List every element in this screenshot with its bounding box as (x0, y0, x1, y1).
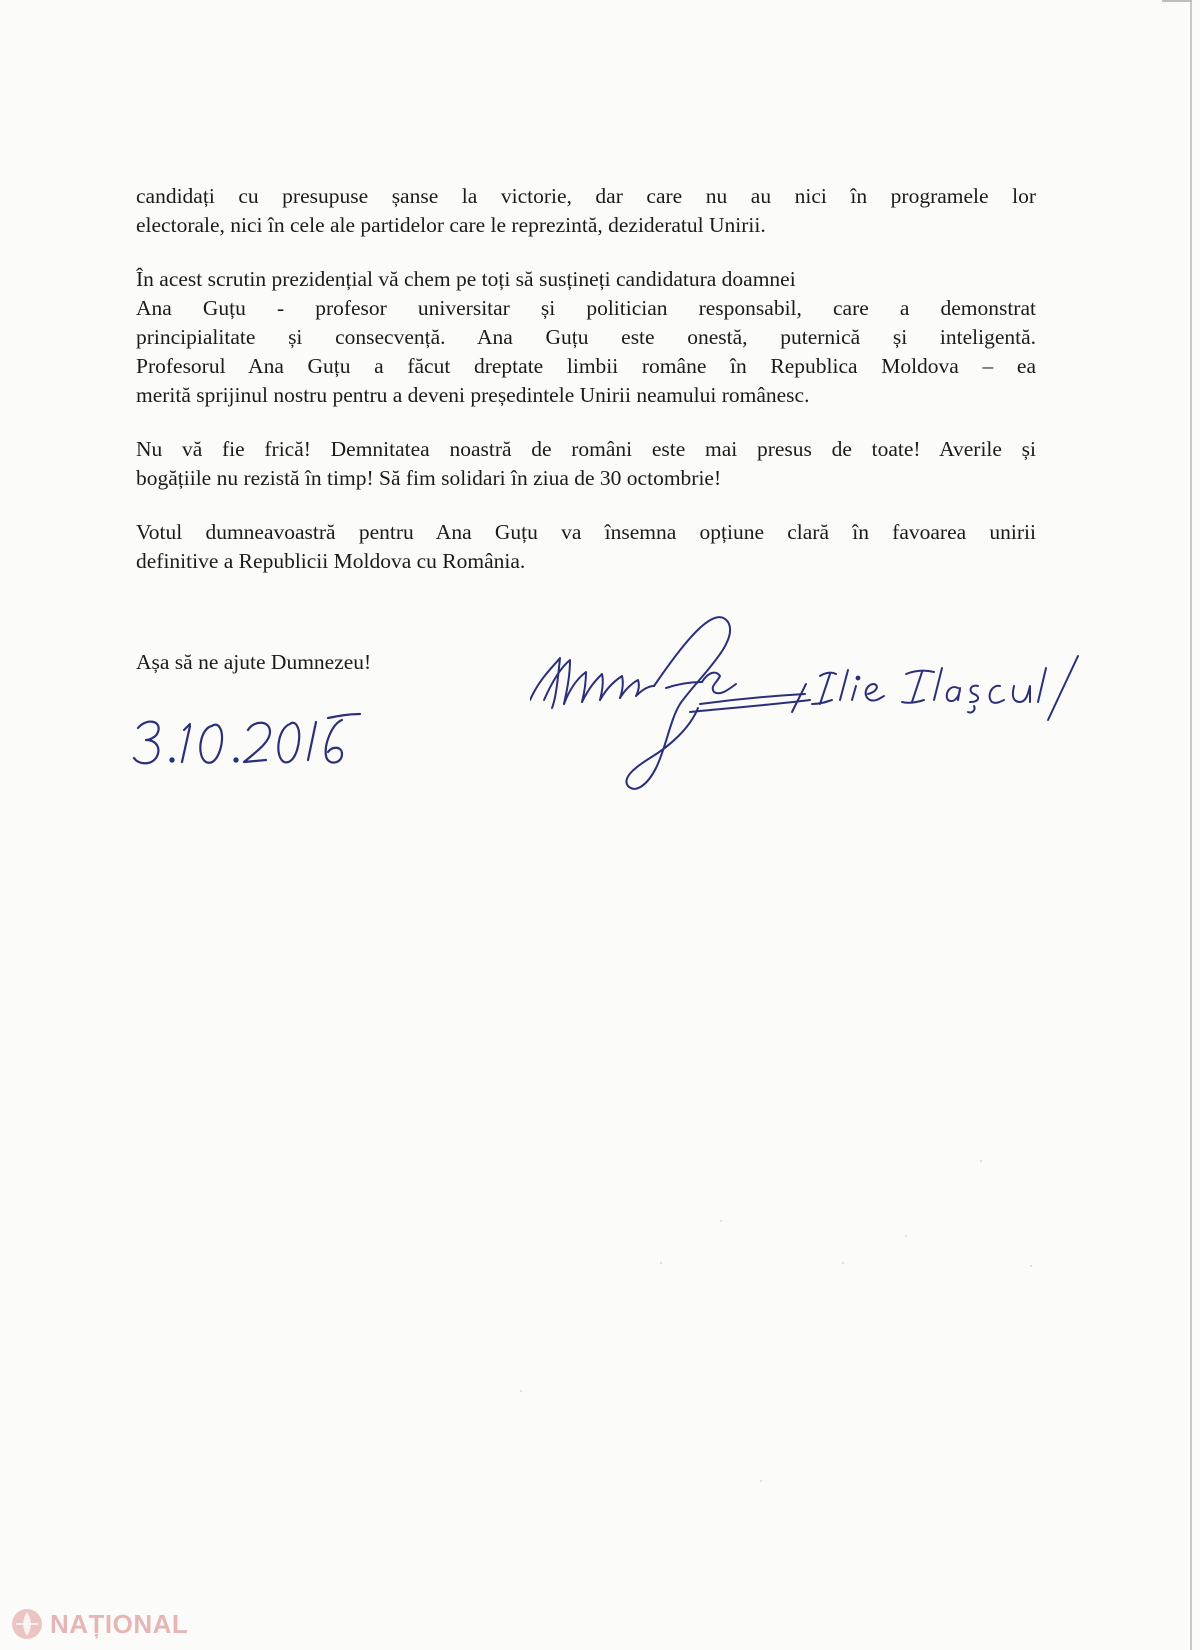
paragraph-3 (136, 435, 1036, 493)
national-logo-icon (10, 1607, 44, 1641)
paragraph-2 (136, 265, 1036, 410)
letter-body (136, 182, 1036, 601)
paragraph-line: merită sprijinul nostru pentru a deveni președintele Unirii neamului românesc. (136, 383, 810, 407)
paragraph-line: definitive a Republicii Moldova cu România. (136, 549, 526, 573)
signature (530, 608, 1150, 808)
footer-logo (10, 1604, 188, 1644)
paragraph-line: bogățiile nu rezistă în timp! Să fim solidari în ziua de 30 octombrie! (136, 466, 722, 490)
paragraph-line: principialitate și consecvență. Ana Guțu este onestă, puternică și inteligentă. (136, 325, 1036, 349)
paragraph-1 (136, 182, 1036, 240)
paragraph-line: În acest scrutin prezidențial vă chem pe toți să susțineți candidatura doamnei (136, 267, 796, 291)
paragraph-4 (136, 518, 1036, 576)
handwritten-date (132, 710, 362, 780)
paragraph-line: candidați cu presupuse șanse la victorie, dar care nu au nici în programele lor (136, 184, 1036, 208)
scan-edge-line (1190, 0, 1192, 1650)
paragraph-line: Profesorul Ana Guțu a făcut dreptate limbii române în Republica Moldova – ea (136, 354, 1036, 378)
scan-edge-corner (1162, 0, 1192, 2)
paragraph-line: electorale, nici în cele ale partidelor care le reprezintă, dezideratul Unirii. (136, 213, 766, 237)
paragraph-line: Votul dumneavoastră pentru Ana Guțu va însemna opțiune clară în favoarea unirii (136, 520, 1036, 544)
paragraph-line: Nu vă fie frică! Demnitatea noastră de români este mai presus de toate! Averile și (136, 437, 1036, 461)
paragraph-line: Ana Guțu - profesor universitar și politician responsabil, care a demonstrat (136, 296, 1036, 320)
footer-logo-text: NAȚIONAL (50, 1608, 189, 1639)
closing-line: Așa să ne ajute Dumnezeu! (136, 650, 372, 674)
